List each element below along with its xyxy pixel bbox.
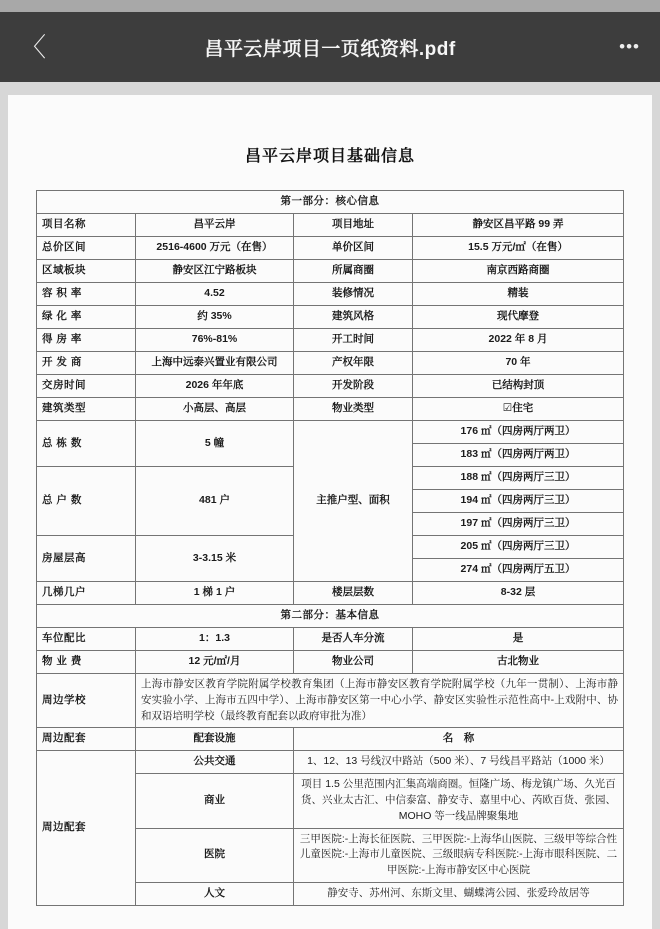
table-row — [37, 398, 624, 421]
schools-text: 上海市静安区教育学院附属学校教育集团（上海市静安区教育学院附属学校（九年一贯制）、上海市静安实验小学、上海市五四中学）、上海市静安区第一中心小学、静安区实验性示范性高中-上戏附中、协和双语培明学校（最终教育配套以政府审批为准） — [136, 674, 624, 728]
checkbox-value: ☑住宅 — [413, 398, 624, 421]
table-row — [37, 352, 624, 375]
section-header: 第一部分：核心信息 — [37, 191, 624, 214]
field-value: 1：1.3 — [136, 628, 294, 651]
field-label: 周边配套 — [37, 728, 136, 751]
field-label: 得 房 率 — [37, 329, 136, 352]
field-label: 项目名称 — [37, 214, 136, 237]
field-value: 15.5 万元/㎡（在售） — [413, 237, 624, 260]
field-value: 3-3.15 米 — [136, 536, 294, 582]
area-item: 176 ㎡（四房两厅两卫） — [413, 421, 624, 444]
field-label: 所属商圈 — [294, 260, 413, 283]
field-label: 交房时间 — [37, 375, 136, 398]
field-label: 物 业 费 — [37, 651, 136, 674]
column-header: 配套设施 — [136, 728, 294, 751]
field-label: 主推户型、面积 — [294, 421, 413, 582]
table-row — [37, 651, 624, 674]
field-label: 绿 化 率 — [37, 306, 136, 329]
status-strip — [0, 0, 660, 12]
field-value: 昌平云岸 — [136, 214, 294, 237]
table-row — [37, 375, 624, 398]
facility-name: 商业 — [136, 774, 294, 828]
field-label: 物业公司 — [294, 651, 413, 674]
project-info-table — [36, 190, 624, 906]
more-menu-icon[interactable]: ••• — [619, 37, 640, 56]
field-value: 南京西路商圈 — [413, 260, 624, 283]
field-value: 1 梯 1 户 — [136, 582, 294, 605]
field-value: 是 — [413, 628, 624, 651]
pdf-viewer-navbar — [0, 12, 660, 82]
field-label: 总 户 数 — [37, 467, 136, 536]
field-label: 建筑类型 — [37, 398, 136, 421]
area-item: 274 ㎡（四房两厅五卫） — [413, 559, 624, 582]
table-row — [37, 237, 624, 260]
field-value: 已结构封顶 — [413, 375, 624, 398]
field-label: 产权年限 — [294, 352, 413, 375]
field-label: 单价区间 — [294, 237, 413, 260]
pdf-file-title: 昌平云岸项目一页纸资料.pdf — [204, 38, 456, 60]
field-value: 70 年 — [413, 352, 624, 375]
document-heading: 昌平云岸项目基础信息 — [244, 148, 415, 165]
field-value: 8-32 层 — [413, 582, 624, 605]
schools-row — [37, 674, 624, 728]
section-header: 第二部分：基本信息 — [37, 605, 624, 628]
area-item: 205 ㎡（四房两厅三卫） — [413, 536, 624, 559]
field-label: 车位配比 — [37, 628, 136, 651]
field-label: 开发阶段 — [294, 375, 413, 398]
facility-desc: 1、12、13 号线汉中路站（500 米）、7 号线昌平路站（1000 米） — [294, 751, 624, 774]
facilities-header-row — [37, 728, 624, 751]
field-label: 建筑风格 — [294, 306, 413, 329]
field-label: 几梯几户 — [37, 582, 136, 605]
field-label: 开 发 商 — [37, 352, 136, 375]
facility-name: 公共交通 — [136, 751, 294, 774]
field-label: 总价区间 — [37, 237, 136, 260]
field-value: 约 35% — [136, 306, 294, 329]
facility-desc: 项目 1.5 公里范围内汇集高端商圈。恒隆广场、梅龙镇广场、久光百货、兴业太古汇、中信泰富、静安寺、嘉里中心、芮欧百货、张园、MOHO 等一线品牌聚集地 — [294, 774, 624, 828]
field-value: 5 幢 — [136, 421, 294, 467]
facility-desc: 静安寺、苏州河、东斯文里、蝴蝶湾公园、张爱玲故居等 — [294, 882, 624, 905]
table-row — [37, 628, 624, 651]
pdf-page — [8, 95, 652, 929]
area-item: 194 ㎡（四房两厅三卫） — [413, 490, 624, 513]
field-label: 是否人车分流 — [294, 628, 413, 651]
field-label: 总 栋 数 — [37, 421, 136, 467]
field-value: 2022 年 8 月 — [413, 329, 624, 352]
facility-desc: 三甲医院:-上海长征医院、三甲医院:-上海华山医院、三级甲等综合性儿童医院:-上海市儿童医院、三级眼病专科医院:-上海市眼科医院、二甲医院:-上海市静安区中心医院 — [294, 828, 624, 882]
section1-header-row — [37, 191, 624, 214]
field-label: 楼层层数 — [294, 582, 413, 605]
area-item: 183 ㎡（四房两厅两卫） — [413, 444, 624, 467]
field-value: 小高层、高层 — [136, 398, 294, 421]
area-item: 188 ㎡（四房两厅三卫） — [413, 467, 624, 490]
field-value: 静安区昌平路 99 弄 — [413, 214, 624, 237]
field-value: 上海中远泰兴置业有限公司 — [136, 352, 294, 375]
table-row — [37, 283, 624, 306]
field-value: 76%-81% — [136, 329, 294, 352]
pdf-scroll-area[interactable] — [0, 82, 660, 929]
field-value: 古北物业 — [413, 651, 624, 674]
table-row — [37, 260, 624, 283]
field-value: 现代摩登 — [413, 306, 624, 329]
facility-name: 人文 — [136, 882, 294, 905]
table-row — [37, 306, 624, 329]
field-value: 12 元/㎡/月 — [136, 651, 294, 674]
back-icon[interactable]: 〈 — [20, 32, 47, 62]
field-value: 静安区江宁路板块 — [136, 260, 294, 283]
field-label: 周边配套 — [37, 751, 136, 906]
field-value: 481 户 — [136, 467, 294, 536]
table-row — [37, 214, 624, 237]
table-row — [37, 329, 624, 352]
column-header: 名 称 — [294, 728, 624, 751]
field-label: 区域板块 — [37, 260, 136, 283]
field-value: 2026 年年底 — [136, 375, 294, 398]
table-row — [37, 421, 624, 444]
facility-row — [37, 751, 624, 774]
field-label: 周边学校 — [37, 674, 136, 728]
field-value: 精装 — [413, 283, 624, 306]
field-label: 物业类型 — [294, 398, 413, 421]
field-value: 2516-4600 万元（在售） — [136, 237, 294, 260]
field-label: 房屋层高 — [37, 536, 136, 582]
facility-name: 医院 — [136, 828, 294, 882]
area-item: 197 ㎡（四房两厅三卫） — [413, 513, 624, 536]
section2-header-row — [37, 605, 624, 628]
field-value: 4.52 — [136, 283, 294, 306]
field-label: 容 积 率 — [37, 283, 136, 306]
table-row — [37, 582, 624, 605]
field-label: 开工时间 — [294, 329, 413, 352]
field-label: 装修情况 — [294, 283, 413, 306]
field-label: 项目地址 — [294, 214, 413, 237]
